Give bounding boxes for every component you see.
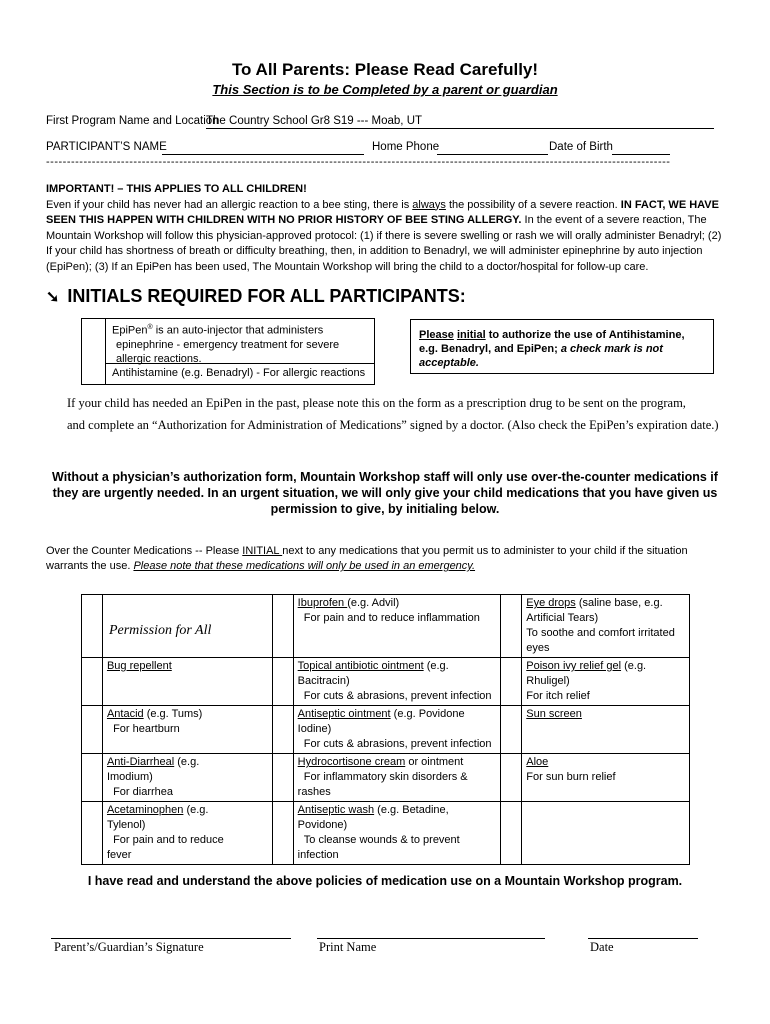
- page-title: To All Parents: Please Read Carefully!: [231, 60, 539, 79]
- table-row: [82, 802, 690, 865]
- table-row: [82, 754, 690, 802]
- important-text: Even if your child has never had an allergic reaction to a bee sting, there is always the possibility of a severe reaction. IN FACT, WE HAVE SEEN THIS HAPPEN WITH CHILDREN WITH NO PRIOR HISTORY OF BEE STING ALLERGY. In the event of a severe reaction, The Mountain Workshop will follow this physician-approved protocol: (1) if there is severe swelling or rash we will orally administer Benadryl; (2) If your child has shortness of breath or difficulty breathing, then, in addition to Benadryl, we will administer epinephrine by auto injection (EpiPen); (3) If an EpiPen has been used, The Mountain Workshop will bring the child to a doctor/hospital for follow-up care.: [46, 198, 722, 273]
- initial-box[interactable]: [272, 658, 293, 706]
- signature-line[interactable]: [51, 938, 291, 939]
- med-line: Eye drops (saline base, e.g.: [526, 597, 663, 609]
- med-line: For cuts & abrasions, prevent infection: [297, 738, 492, 750]
- med-line: Bug repellent: [106, 660, 172, 672]
- physician-warning: Without a physician’s authorization form, Mountain Workshop staff will only use over-the-counter medications if they are urgently needed. In an urgent situation, we will only give your child medications that you have given us permission to give, by initialing below.: [52, 470, 718, 516]
- program-value: The Country School Gr8 S19 --- Moab, UT: [206, 115, 423, 127]
- participant-name-field[interactable]: [162, 154, 364, 155]
- medications-table: [81, 594, 690, 865]
- initial-box[interactable]: [501, 754, 522, 802]
- medication-cell: [293, 802, 501, 865]
- epipen-initial-field[interactable]: [81, 318, 105, 385]
- med-line: Imodium): [106, 771, 153, 783]
- med-line: eyes: [526, 642, 550, 654]
- med-line: Antacid (e.g. Tums): [106, 708, 203, 720]
- medication-cell: [522, 706, 690, 754]
- epipen-description: EpiPen® is an auto-injector that administers epinephrine - emergency treatment for severe allergic reactions.: [112, 324, 340, 365]
- antihistamine-description: Antihistamine (e.g. Benadryl) - For allergic reactions: [106, 363, 374, 380]
- medication-cell: [522, 658, 690, 706]
- med-line: Povidone): [297, 819, 348, 831]
- home-phone-field[interactable]: [437, 154, 548, 155]
- medication-cell: [102, 706, 272, 754]
- med-line: Bacitracin): [297, 675, 350, 687]
- med-line: Tylenol): [106, 819, 146, 831]
- initial-box[interactable]: [272, 706, 293, 754]
- participant-label: PARTICIPANT’S NAME: [46, 141, 167, 153]
- med-line: Poison ivy relief gel (e.g.: [526, 660, 647, 672]
- medication-cell: [293, 754, 501, 802]
- initial-box[interactable]: [501, 595, 522, 658]
- medication-cell: [102, 754, 272, 802]
- med-line: Antiseptic wash (e.g. Betadine,: [297, 804, 449, 816]
- initials-heading: ➘ INITIALS REQUIRED FOR ALL PARTICIPANTS:: [46, 286, 466, 306]
- med-line: Topical antibiotic ointment (e.g.: [297, 660, 449, 672]
- medication-cell: [522, 802, 690, 865]
- dob-label: Date of Birth: [549, 141, 613, 153]
- med-line: Ibuprofen (e.g. Advil): [297, 597, 400, 609]
- medication-cell: [102, 802, 272, 865]
- initial-box[interactable]: [501, 658, 522, 706]
- authorize-box[interactable]: Please initial to authorize the use of Antihistamine, e.g. Benadryl, and EpiPen; a check mark is not acceptable.: [410, 319, 714, 374]
- table-row: [82, 595, 690, 658]
- med-line: For inflammatory skin disorders &: [297, 771, 468, 783]
- important-section: [46, 182, 726, 275]
- page-subtitle: This Section is to be Completed by a parent or guardian: [212, 82, 558, 97]
- dashed-divider: ------------------------------------------------------------------------------------------------------------------------------------------------------: [46, 156, 671, 168]
- med-line: fever: [106, 849, 132, 861]
- otc-instructions: Over the Counter Medications -- Please INITIAL next to any medications that you permit us to administer to your child if the situation warrants the use. Please note that these medications will only be used in an emergency.: [46, 545, 688, 572]
- med-line: Hydrocortisone cream or ointment: [297, 756, 464, 768]
- important-heading: IMPORTANT! – THIS APPLIES TO ALL CHILDREN!: [46, 183, 307, 195]
- med-line: For pain and to reduce inflammation: [297, 612, 480, 624]
- home-phone-label: Home Phone: [372, 141, 440, 153]
- epipen-note-1: If your child has needed an EpiPen in the past, please note this on the form as a prescription drug to be sent on the program,: [67, 396, 686, 410]
- med-line: To cleanse wounds & to prevent: [297, 834, 460, 846]
- med-line: Acetaminophen (e.g.: [106, 804, 209, 816]
- med-line: For cuts & abrasions, prevent infection: [297, 690, 492, 702]
- med-line: For itch relief: [526, 690, 590, 702]
- med-line: For diarrhea: [106, 786, 173, 798]
- medication-cell: [293, 595, 501, 658]
- program-field[interactable]: [206, 115, 714, 129]
- initial-box[interactable]: [501, 706, 522, 754]
- date-line[interactable]: [588, 938, 698, 939]
- initial-box[interactable]: [82, 595, 103, 658]
- print-name-label: Print Name: [319, 940, 377, 954]
- med-line: rashes: [297, 786, 331, 798]
- medication-cell: [102, 658, 272, 706]
- med-line: Iodine): [297, 723, 332, 735]
- med-line: infection: [297, 849, 339, 861]
- date-label: Date: [590, 940, 614, 954]
- initial-box[interactable]: [82, 706, 103, 754]
- initial-box[interactable]: [82, 754, 103, 802]
- table-row: [82, 658, 690, 706]
- medication-cell: [102, 595, 272, 658]
- med-line: Sun screen: [526, 708, 582, 720]
- med-line: To soothe and comfort irritated: [526, 627, 675, 639]
- initial-box[interactable]: [272, 595, 293, 658]
- initial-box[interactable]: [272, 754, 293, 802]
- initial-box[interactable]: [82, 802, 103, 865]
- med-line: Aloe: [526, 756, 549, 768]
- arrow-icon: ➘: [46, 289, 60, 306]
- initial-box[interactable]: [501, 802, 522, 865]
- signature-label: Parent’s/Guardian’s Signature: [54, 940, 204, 954]
- acknowledgement: I have read and understand the above policies of medication use on a Mountain Workshop program.: [87, 874, 683, 888]
- print-name-line[interactable]: [317, 938, 545, 939]
- dob-field[interactable]: [612, 154, 670, 155]
- epipen-info-box: [105, 318, 375, 385]
- med-line: Rhuligel): [526, 675, 570, 687]
- med-line: For pain and to reduce: [106, 834, 224, 846]
- epipen-note-2: and complete an “Authorization for Administration of Medications” signed by a doctor. (Also check the EpiPen’s expiration date.): [67, 418, 719, 432]
- medication-cell: [293, 706, 501, 754]
- table-row: [82, 706, 690, 754]
- initial-box[interactable]: [82, 658, 103, 706]
- medication-cell: [293, 658, 501, 706]
- med-line: Artificial Tears): [526, 612, 599, 624]
- medication-cell: [522, 595, 690, 658]
- program-label: First Program Name and Location: [46, 115, 219, 127]
- initial-box[interactable]: [272, 802, 293, 865]
- med-line: For heartburn: [106, 723, 180, 735]
- med-line: Antiseptic ointment (e.g. Povidone: [297, 708, 465, 720]
- med-line: For sun burn relief: [526, 771, 616, 783]
- medication-cell: [522, 754, 690, 802]
- med-line: Anti-Diarrheal (e.g.: [106, 756, 200, 768]
- permission-for-all-label: Permission for All: [108, 622, 212, 638]
